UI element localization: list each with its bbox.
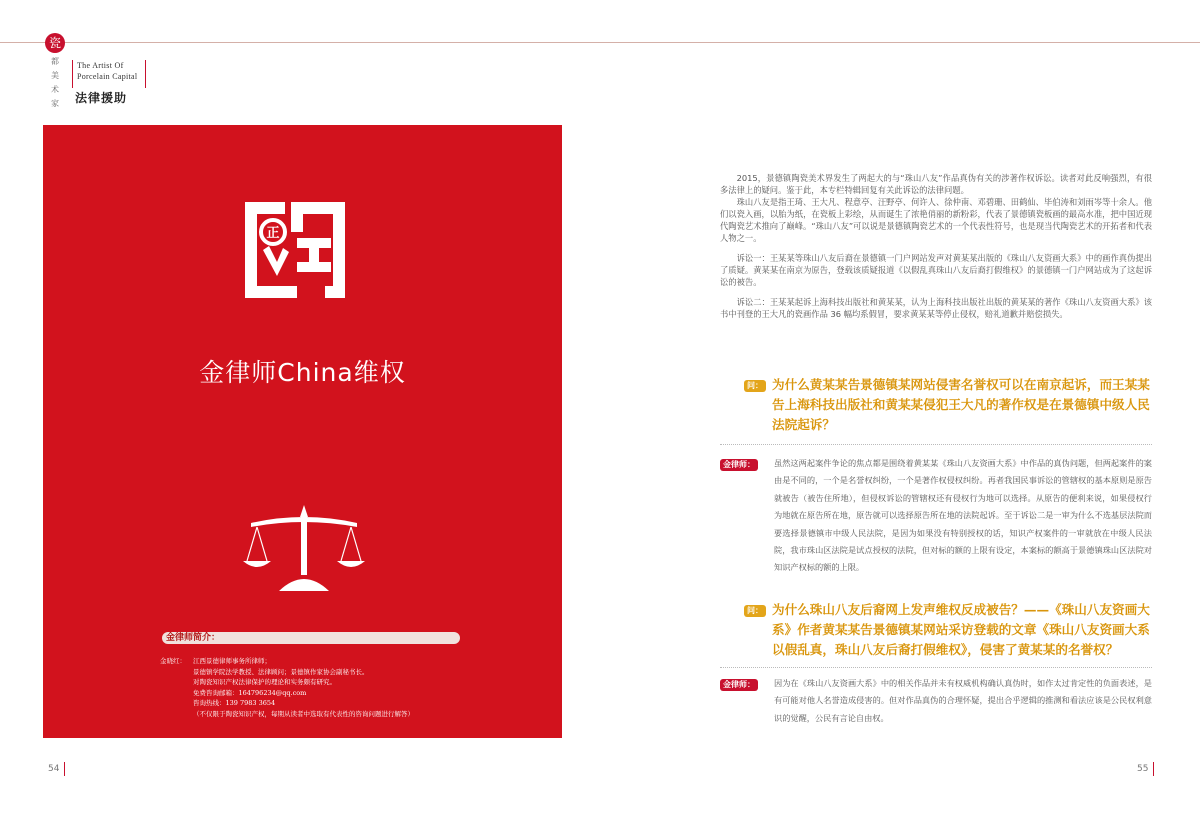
seal-sub-char: 美 — [51, 71, 59, 80]
header-rule — [0, 42, 1200, 43]
answer-text: 因为在《珠山八友资画大系》中的相关作品并未有权威机构确认真伪时，如作太过肯定性的负面表述，是有可能对他人名誉造成侵害的。但对作品真伪的合理怀疑，提出合乎逻辑的推测和看法应该是公民权利意识的觉醒，公民有言论自由权。 — [774, 678, 1152, 723]
lawsuit-two-paragraph: 诉讼二：王某某起诉上海科技出版社和黄某某，认为上海科技出版社出版的黄某某的著作《珠山八友资画大系》该书中刊登的王大凡的瓷画作品 36 幅均系假冒，要求黄某某等停止侵权，赔礼道歉并赔偿损失。 — [720, 297, 1152, 319]
brand-block — [72, 60, 146, 88]
bio-row — [160, 698, 530, 709]
divider — [720, 444, 1152, 445]
red-panel-title: 金律师China维权 — [199, 358, 406, 387]
seal-subtitle — [49, 55, 61, 111]
bio-row — [160, 656, 530, 667]
section-title: 法律援助 — [75, 91, 128, 105]
article-intro — [720, 172, 1152, 320]
bio-row — [160, 667, 530, 678]
bio-row — [160, 688, 530, 699]
page-number-right: 55 — [1137, 764, 1149, 774]
seal-sub-char: 都 — [51, 57, 59, 66]
justice-scale-icon — [243, 503, 365, 593]
page-number-left: 54 — [48, 764, 60, 774]
seal-sub-char: 术 — [51, 85, 59, 94]
lawyer-bio — [160, 656, 530, 720]
intro-paragraph: 2015，景德镇陶瓷美术界发生了两起大的与“珠山八友”作品真伪有关的涉著作权诉讼。读者对此反响强烈，有很多法律上的疑问。鉴于此，本专栏特辑回复有关此诉讼的法律问题。 — [720, 173, 1152, 195]
magazine-seal: 瓷 — [45, 33, 65, 53]
answer-tag: 金律师： — [720, 459, 758, 471]
question-text: 为什么珠山八友后裔网上发声维权反成被告？——《珠山八友资画大系》作者黄某某告景德镇某网站采访登载的文章《珠山八友资画大系以假乱真，珠山八友后裔打假维权》，侵害了黄某某的名誉权？ — [772, 602, 1150, 657]
question-text: 为什么黄某某告景德镇某网站侵害名誉权可以在南京起诉，而王某某告上海科技出版社和黄某某侵犯王大凡的著作权是在景德镇中级人民法院起诉？ — [772, 377, 1150, 432]
page-number-marker — [64, 762, 65, 776]
question-tag: 问： — [744, 605, 766, 617]
law-seal-logo-icon — [237, 192, 353, 308]
intro-paragraph: 珠山八友是指王琦、王大凡、程意亭、汪野亭、何许人、徐仲南、邓碧珊、田鹤仙、毕伯涛和刘雨岑等十余人。他们以瓷入画，以胎为纸，在瓷板上彩绘，从而诞生了浓艳俏丽的新粉彩，代表了景德镇瓷板画的最高水准，把中国近现代陶瓷艺术推向了巅峰。“珠山八友”可以说是景德镇陶瓷艺术的一个代表性符号，也是现当代陶瓷艺术的开拓者和代表人物之一。 — [720, 197, 1152, 243]
bio-row — [160, 709, 530, 720]
lawsuit-one-paragraph: 诉讼一：王某某等珠山八友后裔在景德镇一门户网站发声对黄某某出版的《珠山八友资画大系》中的画作真伪提出了质疑。黄某某在南京为原告，登载该质疑报道《以假乱真珠山八友后裔打假维权》的景德镇一门户网站成为了这起诉讼的被告。 — [720, 253, 1152, 287]
bio-row — [160, 677, 530, 688]
bio-name: 金晓红： — [160, 657, 186, 665]
divider — [720, 667, 1152, 668]
bio-line: 景德镇学院法学教授、法律顾问；景德镇作家协会副秘书长。 — [193, 667, 369, 676]
answer-text: 虽然这两起案件争论的焦点都是围绕着黄某某《珠山八友资画大系》中作品的真伪问题，但两起案件的案由是不同的，一个是名誉权纠纷，一个是著作权侵权纠纷。再者我国民事诉讼的管辖权的基本原则是原告就被告（被告住所地），但侵权诉讼的管辖权还有侵权行为地可以选择。从原告的便利来说，如果侵权行为地就在原告所在地，原告就可以选择原告所在地的法院起诉。至于诉讼二是一审为什么不选基层法院而要选择景德镇市中级人民法院，是因为如果没有特别授权的话，知识产权案件的一审就放在中级人民法院，我市珠山区法院是试点授权的法院，但对标的额的上限有设定，本案标的额高于景德镇珠山区法院对知识产权标的额的上限。 — [774, 458, 1152, 573]
bio-email: 免费咨询邮箱：1647962​34@qq.com — [193, 688, 307, 697]
svg-text:正: 正 — [266, 226, 280, 241]
bio-note: （不仅限于陶瓷知识产权，每期从读者中选取有代表性的咨询问题进行解答） — [193, 709, 414, 718]
red-feature-panel — [43, 125, 562, 738]
question-tag: 问： — [744, 380, 766, 392]
bio-line: 对陶瓷知识产权法律保护的理论和实务颇有研究。 — [193, 678, 336, 687]
brand-line-2: Porcelain Capital — [77, 72, 138, 81]
answer-tag: 金律师： — [720, 679, 758, 691]
seal-sub-char: 家 — [51, 99, 59, 108]
brand-line-1: The Artist Of — [77, 61, 124, 70]
page-number-marker — [1153, 762, 1154, 776]
bio-line: 江西景德律师事务所律师； — [193, 657, 271, 665]
bio-hotline: 咨询热线：139 7983 3654 — [193, 699, 276, 708]
bio-heading-bar: 金律师简介： — [162, 632, 460, 644]
